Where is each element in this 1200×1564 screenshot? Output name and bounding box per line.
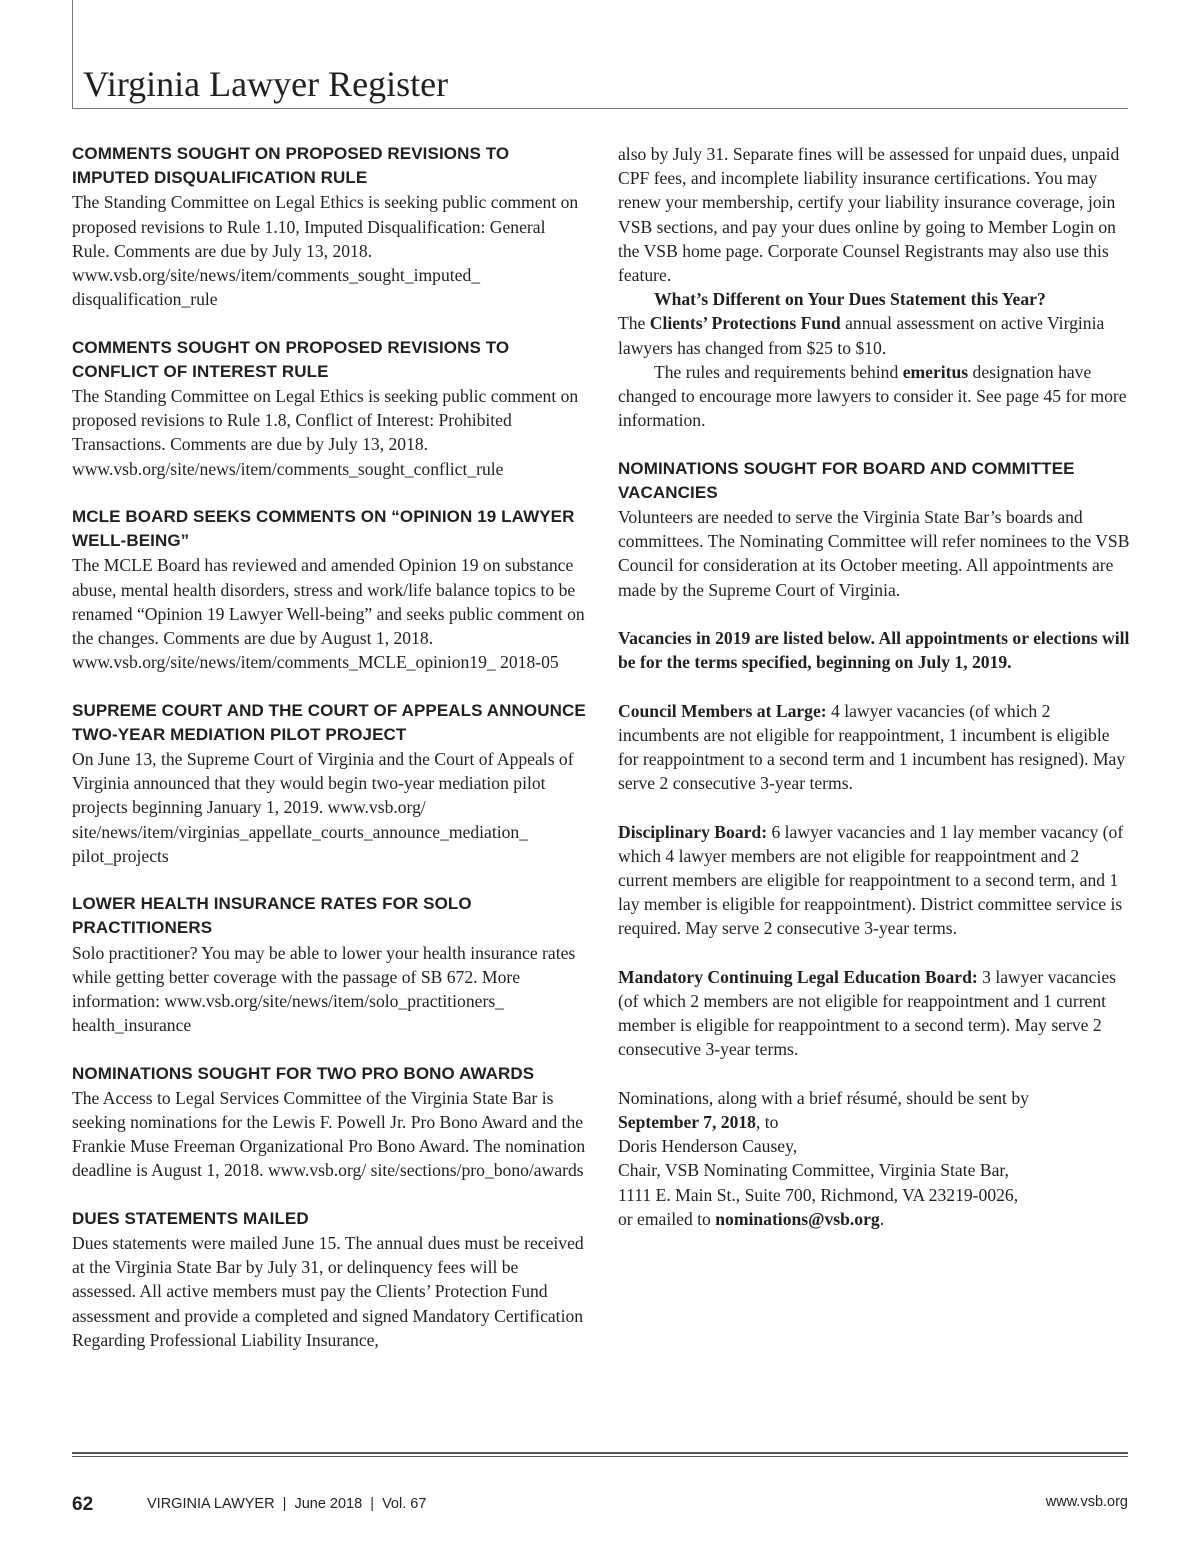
vacancies-note bbox=[618, 626, 1132, 674]
article-heading: MCLE BOARD SEEKS COMMENTS ON “OPINION 19 LAWYER WELL-BEING” bbox=[72, 507, 575, 551]
dues-diff-cpf bbox=[618, 311, 1132, 359]
article-heading: DUES STATEMENTS MAILED bbox=[72, 1208, 309, 1228]
dues-diff-emeritus bbox=[618, 360, 1132, 433]
text: The rules and requirements behind bbox=[654, 361, 903, 382]
article-conflict-of-interest bbox=[72, 336, 586, 481]
address-line: Doris Henderson Causey, bbox=[618, 1136, 798, 1157]
publication-info: VIRGINIA LAWYER | June 2018 | Vol. 67 bbox=[147, 1496, 427, 1512]
dues-diff-heading-text: What’s Different on Your Dues Statement this Year? bbox=[654, 289, 1046, 310]
left-column bbox=[72, 142, 586, 1376]
email-address: nominations@vsb.org bbox=[715, 1208, 880, 1229]
page-title: Virginia Lawyer Register bbox=[83, 64, 449, 104]
vacancy-text: 6 lawyer vacancies and 1 lay member vacancy (of which 4 lawyer members are not eligible for reappointment and 2 current members are eligible for reappointment to a second term, and 1 lay member is eligible for reappointment). District committee service is required. May serve 2 consecutive 3-year terms. bbox=[618, 821, 1124, 939]
article-body: Solo practitioner? You may be able to lower your health insurance rates while getting better coverage with the passage of SB 672. More information: www.vsb.org/site/news/item/solo_practitioners_ health_insurance bbox=[72, 942, 576, 1036]
vacancy-label: Mandatory Continuing Legal Education Board: bbox=[618, 966, 978, 987]
vacancy-mcle bbox=[618, 965, 1132, 1062]
article-pro-bono-awards bbox=[72, 1062, 586, 1183]
address-line: Chair, VSB Nominating Committee, Virginia State Bar, bbox=[618, 1160, 1009, 1181]
vacancies-note-text: Vacancies in 2019 are listed below. All appointments or elections will be for the terms specified, beginning on July 1, 2019. bbox=[618, 628, 1130, 673]
article-heading: COMMENTS SOUGHT ON PROPOSED REVISIONS TO CONFLICT OF INTEREST RULE bbox=[72, 337, 510, 381]
text: . bbox=[879, 1208, 885, 1229]
article-heading: SUPREME COURT AND THE COURT OF APPEALS ANNOUNCE TWO-YEAR MEDIATION PILOT PROJECT bbox=[72, 700, 586, 744]
article-mediation-pilot bbox=[72, 699, 586, 868]
header-vertical-rule bbox=[72, 0, 73, 108]
article-heading: LOWER HEALTH INSURANCE RATES FOR SOLO PRACTITIONERS bbox=[72, 894, 472, 938]
footer-rule bbox=[72, 1456, 1128, 1457]
vacancy-text: 3 lawyer vacancies (of which 2 members are not eligible for reappointment and 1 current member is eligible for reappointment to a second term). May serve 2 consecutive 3-year terms. bbox=[618, 966, 1116, 1060]
dues-continued: also by July 31. Separate fines will be assessed for unpaid dues, unpaid CPF fees, and incomplete liability insurance certifications. You may renew your membership, certify your liability insurance coverage, join VSB sections, and pay your dues online by going to Member Login on the VSB home page. Corporate Counsel Registrants may also use this feature. bbox=[618, 144, 1120, 286]
article-body: On June 13, the Supreme Court of Virginia and the Court of Appeals of Virginia announced that they would begin two-year mediation pilot projects beginning January 1, 2019. www.vsb.org/ site/news/item/virginias_appellate_courts_announce_mediation_ pilot_projects bbox=[72, 749, 574, 866]
vacancy-disciplinary bbox=[618, 820, 1132, 941]
article-body: The MCLE Board has reviewed and amended Opinion 19 on substance abuse, mental health disorders, stress and work/life balance topics to be renamed “Opinion 19 Lawyer Well-being” and seeks public comment on the changes. Comments are due by August 1, 2018. bbox=[72, 555, 585, 649]
email-line bbox=[618, 1207, 1132, 1231]
nominations-heading: NOMINATIONS SOUGHT FOR BOARD AND COMMITTEE VACANCIES bbox=[618, 458, 1075, 502]
article-body: The Standing Committee on Legal Ethics is seeking public comment on proposed revisions to Rule 1.8, Conflict of Interest: Prohibited Transactions. Comments are due by July 13, 2018. www.vsb.org/site/news/item/comments_sought_conflict_rule bbox=[72, 386, 579, 479]
dues-diff-heading bbox=[618, 287, 1132, 311]
bold-text: emeritus bbox=[902, 361, 969, 382]
deadline-date: September 7, 2018 bbox=[618, 1112, 756, 1133]
footer-url: www.vsb.org bbox=[1045, 1494, 1128, 1510]
header-rule bbox=[72, 108, 1128, 109]
vacancy-label: Council Members at Large: bbox=[618, 700, 827, 721]
text: or emailed to bbox=[618, 1208, 716, 1229]
footer-rule bbox=[72, 1452, 1128, 1454]
text: The bbox=[618, 313, 650, 334]
text: , to bbox=[755, 1112, 779, 1133]
article-mcle-opinion-19 bbox=[72, 505, 586, 674]
bold-text: Clients’ Protections Fund bbox=[649, 313, 841, 334]
article-dues-statements bbox=[72, 1207, 586, 1352]
vacancy-text: 4 lawyer vacancies (of which 2 incumbents are not eligible for reappointment, 1 incumbent is eligible for reappointment to a second term and 1 incumbent has resigned). May serve 2 consecutive 3-year terms. bbox=[618, 700, 1126, 794]
article-heading: COMMENTS SOUGHT ON PROPOSED REVISIONS TO IMPUTED DISQUALIFICATION RULE bbox=[72, 144, 510, 188]
article-body: The Standing Committee on Legal Ethics is seeking public comment on proposed revisions to Rule 1.10, Imputed Disqualification: General Rule. Comments are due by July 13, 2018. www.vsb.org/site/news/item/comments_sought_imputed_ disqualification_rule bbox=[72, 192, 579, 310]
right-column bbox=[618, 142, 1132, 1231]
article-link: www.vsb.org/site/news/item/comments_MCLE_opinion19_ 2018-05 bbox=[72, 652, 559, 673]
article-health-insurance bbox=[72, 892, 586, 1037]
address-line: 1111 E. Main St., Suite 700, Richmond, VA 23219-0026, bbox=[618, 1184, 1019, 1205]
article-heading: NOMINATIONS SOUGHT FOR TWO PRO BONO AWARDS bbox=[72, 1063, 535, 1083]
page-number: 62 bbox=[72, 1494, 94, 1515]
article-body: The Access to Legal Services Committee of the Virginia State Bar is seeking nominations for the Lewis F. Powell Jr. Pro Bono Award and the Frankie Muse Freeman Organizational Pro Bono Award. The nomination deadline is August 1, 2018. www.vsb.org/ site/sections/pro_bono/awards bbox=[72, 1087, 586, 1181]
vacancy-council bbox=[618, 699, 1132, 796]
text: Nominations, along with a brief résumé, should be sent by bbox=[618, 1087, 1029, 1108]
text: annual assessment on active Virginia lawyers has changed from $25 to $10. bbox=[618, 313, 1105, 358]
article-body: Dues statements were mailed June 15. The annual dues must be received at the Virginia State Bar by July 31, or delinquency fees will be assessed. All active members must pay the Clients’ Protection Fund assessment and provide a completed and signed Mandatory Certification Regarding Professional Liability Insurance, bbox=[72, 1233, 584, 1350]
nominations-body: Volunteers are needed to serve the Virginia State Bar’s boards and committees. The Nominating Committee will refer nominees to the VSB Council for consideration at its October meeting. All appointments are made by the Supreme Court of Virginia. bbox=[618, 507, 1130, 600]
vacancy-label: Disciplinary Board: bbox=[618, 821, 768, 842]
nominations-send bbox=[618, 1086, 1132, 1134]
article-imputed-disqualification bbox=[72, 142, 586, 311]
text: designation have changed to encourage more lawyers to consider it. See page 45 for more information. bbox=[618, 361, 1127, 431]
